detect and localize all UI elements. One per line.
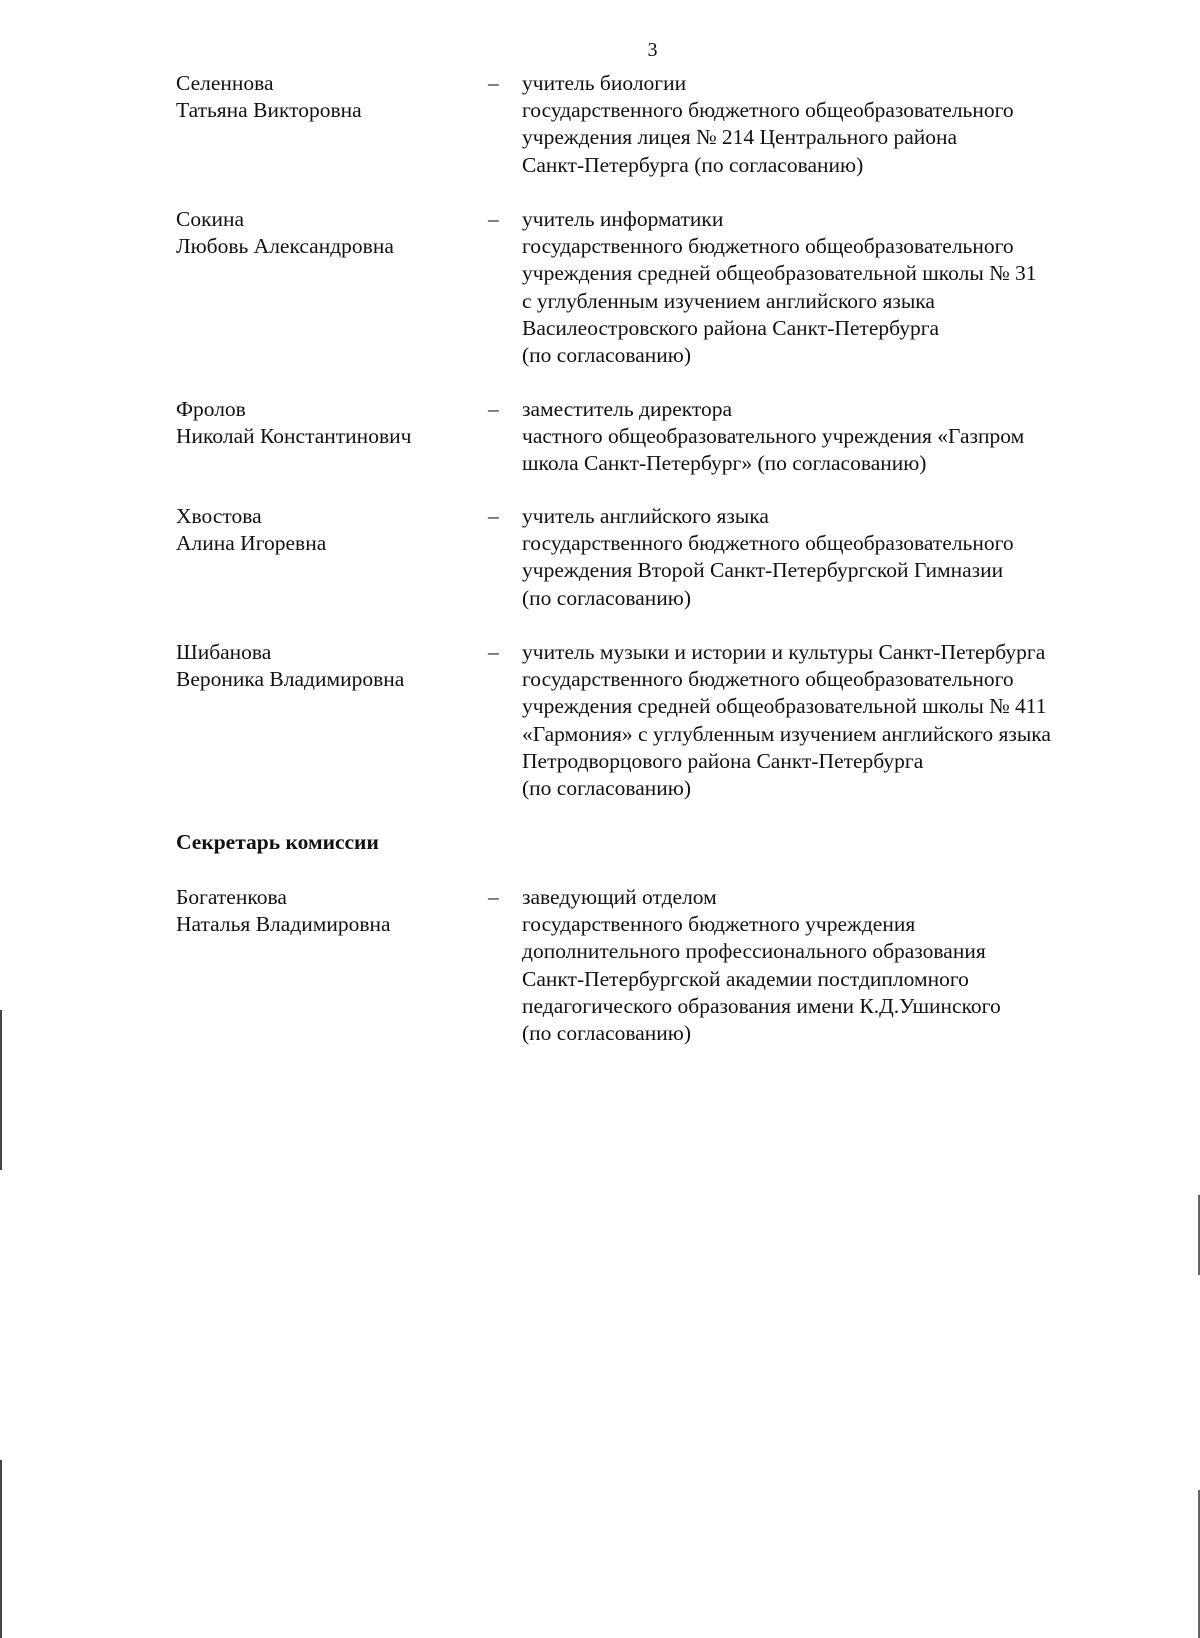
member-given-names: Любовь Александровна [176,234,394,259]
position-line: учреждения средней общеобразовательной школы № 411 [522,694,1047,719]
member-surname: Фролов [176,397,246,421]
member-position [522,639,1152,802]
member-given-names: Вероника Владимировна [176,667,405,692]
member-name [176,884,476,938]
position-line: заведующий отделом [522,885,717,909]
dash-separator: – [488,640,499,664]
member-name [176,639,476,693]
position-line: учитель биологии [522,71,687,95]
member-position [522,884,1152,1047]
member-given-names: Наталья Владимировна [176,912,391,937]
dash-separator: – [488,504,499,528]
position-line: (по согласованию) [522,776,692,801]
position-line: государственного бюджетного общеобразовательного [522,667,1014,692]
position-line: учреждения Второй Санкт-Петербургской Гимназии [522,558,1004,583]
member-name [176,503,476,557]
position-line: государственного бюджетного учреждения [522,912,916,937]
member-given-names: Алина Игоревна [176,531,327,556]
position-line: Василеостровского района Санкт-Петербурга [522,315,940,340]
position-line: учреждения лицея № 214 Центрального района [522,125,958,150]
position-line: дополнительного профессионального образования [522,939,986,964]
member-position [522,503,1152,612]
scan-edge-mark [0,1010,2,1170]
member-position [522,70,1152,179]
scan-edge-mark [0,1460,2,1638]
position-line: (по согласованию) [522,343,692,368]
member-position [522,396,1152,478]
position-line: педагогического образования имени К.Д.Ушинского [522,993,1001,1018]
dash-separator: – [488,885,499,909]
member-surname: Селеннова [176,71,274,95]
position-line: Санкт-Петербурга (по согласованию) [522,152,864,177]
position-line: государственного бюджетного общеобразовательного [522,98,1014,123]
position-line: частного общеобразовательного учреждения «Газпром [522,424,1025,449]
position-line: учитель музыки и истории и культуры Санкт-Петербурга [522,640,1046,664]
position-line: «Гармония» с углубленным изучением английского языка [522,721,1051,746]
member-name [176,206,476,260]
position-line: учитель английского языка [522,504,769,528]
position-line: государственного бюджетного общеобразовательного [522,234,1014,259]
page-number: 3 [647,39,658,61]
position-line: учреждения средней общеобразовательной школы № 31 [522,261,1037,286]
member-surname: Хвостова [176,504,262,528]
dash-separator: – [488,71,499,95]
member-surname: Шибанова [176,640,272,664]
position-line: (по согласованию) [522,1021,692,1046]
member-given-names: Татьяна Викторовна [176,98,362,123]
position-line: заместитель директора [522,397,733,421]
member-position [522,206,1152,369]
secretary-heading: Секретарь комиссии [176,830,379,854]
member-surname: Сокина [176,207,245,231]
member-name [176,396,476,450]
position-line: Петродворцового района Санкт-Петербурга [522,748,924,773]
dash-separator: – [488,207,499,231]
dash-separator: – [488,397,499,421]
member-name [176,70,476,124]
position-line: с углубленным изучением английского языка [522,288,935,313]
position-line: учитель информатики [522,207,724,231]
position-line: Санкт-Петербургской академии постдипломного [522,966,969,991]
position-line: государственного бюджетного общеобразовательного [522,531,1014,556]
member-given-names: Николай Константинович [176,424,412,449]
member-surname: Богатенкова [176,885,287,909]
position-line: (по согласованию) [522,585,692,610]
position-line: школа Санкт-Петербург» (по согласованию) [522,451,927,476]
